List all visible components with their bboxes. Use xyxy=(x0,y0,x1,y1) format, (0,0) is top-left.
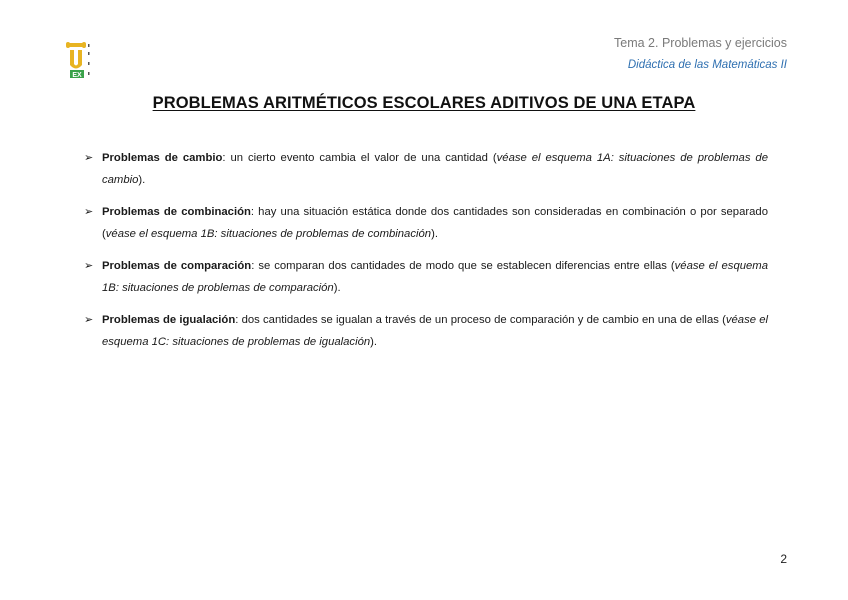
item-text: : hay una situación estática donde dos cantidades son consideradas en combinación o por separado ( xyxy=(102,206,768,240)
logo-text: EX xyxy=(72,72,82,79)
item-term: Problemas de igualación xyxy=(102,314,236,326)
list-item xyxy=(84,310,768,353)
list-item xyxy=(84,202,768,245)
item-end: ). xyxy=(370,335,378,348)
item-term: Problemas de combinación xyxy=(102,206,251,218)
list-item xyxy=(84,148,768,191)
item-reference: véase el esquema 1B: situaciones de problemas de comparación xyxy=(102,260,768,294)
problem-type-list xyxy=(84,148,768,364)
item-reference: véase el esquema 1C: situaciones de problemas de igualación xyxy=(102,314,769,348)
arrow-bullet-icon: ➢ xyxy=(84,206,94,218)
item-end: ). xyxy=(333,281,341,294)
item-text: : se comparan dos cantidades de modo que se establecen diferencias entre ellas ( xyxy=(251,260,675,272)
item-end: ). xyxy=(431,227,438,240)
item-text: : dos cantidades se igualan a través de un proceso de comparación y de cambio en una de ellas ( xyxy=(235,314,726,326)
item-term: Problemas de comparación xyxy=(102,260,252,272)
arrow-bullet-icon: ➢ xyxy=(84,152,94,164)
list-item xyxy=(84,256,768,299)
arrow-bullet-icon: ➢ xyxy=(84,314,94,326)
item-end: ). xyxy=(138,173,146,186)
item-term: Problemas de cambio xyxy=(102,152,223,164)
header-course: Didáctica de las Matemáticas II xyxy=(627,59,787,71)
arrow-bullet-icon: ➢ xyxy=(84,260,94,272)
item-text: : un cierto evento cambia el valor de una cantidad ( xyxy=(222,152,497,164)
item-reference: véase el esquema 1B: situaciones de problemas de combinación xyxy=(105,227,432,240)
item-reference: véase el esquema 1A: situaciones de problemas de cambio xyxy=(102,152,768,186)
page-number: 2 xyxy=(780,552,787,566)
university-logo xyxy=(64,40,92,80)
page-header xyxy=(614,35,787,73)
page-title: PROBLEMAS ARITMÉTICOS ESCOLARES ADITIVOS DE UNA ETAPA xyxy=(152,94,696,112)
header-topic: Tema 2. Problemas y ejercicios xyxy=(614,36,787,50)
